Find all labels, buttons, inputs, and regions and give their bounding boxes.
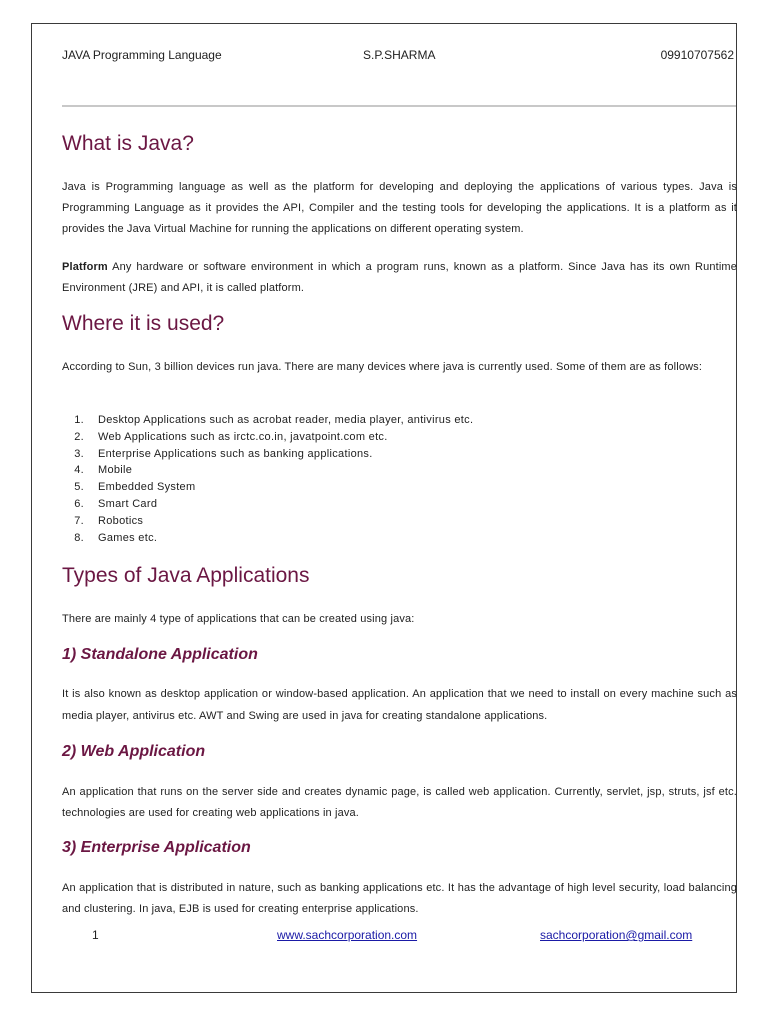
page-number: 1 <box>92 928 99 942</box>
heading-what-is-java: What is Java? <box>62 132 194 155</box>
website-link[interactable]: www.sachcorporation.com <box>277 928 418 942</box>
list-item: 2. Web Applications such as irctc.co.in, javatpoint.com etc. <box>74 430 388 443</box>
header-phone: 09910707562 <box>660 48 734 62</box>
paragraph-what-is-java: Java is Programming language as well as the platform for developing and deploying the applications of various types. Java is Programming Language as it provides the API, Compiler and the testing tools for developing the applications. It is a platform as it provides the Java Virtual Machine for running the applications on different operating system. <box>62 181 737 235</box>
paragraph-where-used: According to Sun, 3 billion devices run java. There are many devices where java is currently used. Some of them are as follows: <box>62 361 703 373</box>
list-item: 7. Robotics <box>74 514 144 527</box>
list-item: 5. Embedded System <box>74 481 196 494</box>
list-item: 4. Mobile <box>74 464 133 477</box>
paragraph-enterprise: An application that is distributed in nature, such as banking applications etc. It has the advantage of high level security, load balancing and clustering. In java, EJB is used for creating enterprise applications. <box>62 882 737 915</box>
platform-definition: Any hardware or software environment in which a program runs, known as a platform. Since Java has its own Runtime Environment (JRE) and API, it is called platform. <box>62 261 737 294</box>
header-author: S.P.SHARMA <box>363 48 436 62</box>
paragraph-platform <box>62 257 737 299</box>
header-divider <box>62 105 736 107</box>
heading-standalone: 1) Standalone Application <box>62 646 258 663</box>
list-item: 1. Desktop Applications such as acrobat reader, media player, antivirus etc. <box>74 414 474 426</box>
usage-list <box>62 412 737 546</box>
list-item: 6. Smart Card <box>74 497 158 510</box>
list-item: 3. Enterprise Applications such as banking applications. <box>74 447 373 460</box>
heading-enterprise: 3) Enterprise Application <box>62 839 251 856</box>
heading-types: Types of Java Applications <box>62 564 310 587</box>
header-title: JAVA Programming Language <box>62 48 222 62</box>
heading-where-used: Where it is used? <box>62 312 225 335</box>
platform-term: Platform <box>62 261 108 273</box>
paragraph-web: An application that runs on the server side and creates dynamic page, is called web application. Currently, servlet, jsp, struts, jsf etc. technologies are used for creating web applications in java. <box>62 786 737 819</box>
paragraph-types: There are mainly 4 type of applications that can be created using java: <box>62 613 415 625</box>
paragraph-standalone: It is also known as desktop application or window-based application. An application that we need to install on every machine such as media player, antivirus etc. AWT and Swing are used in java for creating standalone applications. <box>62 688 737 722</box>
list-item: 8. Games etc. <box>74 531 158 544</box>
email-link[interactable]: sachcorporation@gmail.com <box>540 928 693 942</box>
heading-web: 2) Web Application <box>62 743 206 760</box>
